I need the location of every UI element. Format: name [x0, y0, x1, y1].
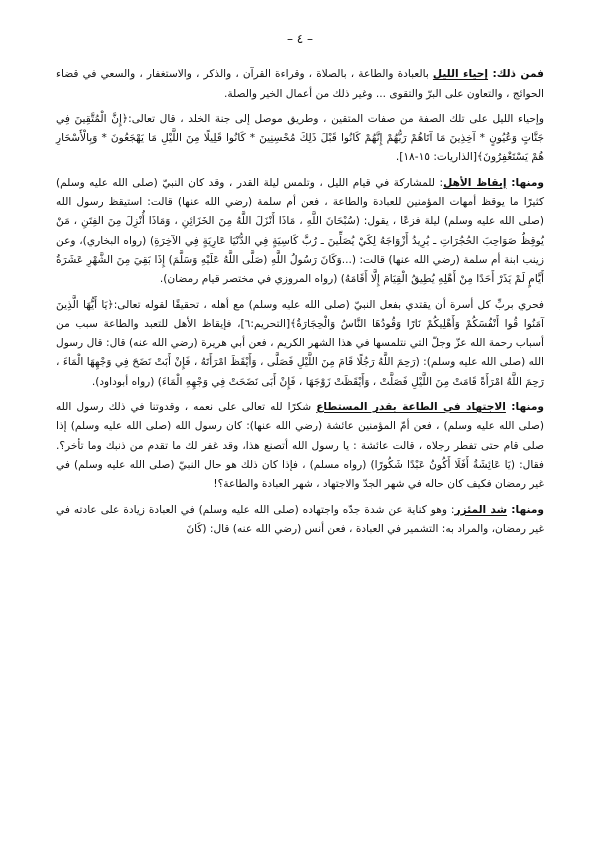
paragraph-separator: : — [507, 503, 516, 516]
paragraph-text: بالعبادة والطاعة ، بالصلاة ، وقراءة القرآن ، والذكر ، والاستغفار ، والسعي في قضاء الحوائج ، والتعاون على البرّ والتقوى ... وغير ذلك من أعمال الخير والصلة. — [56, 68, 544, 100]
section-heading: إحياء الليل — [432, 68, 489, 81]
paragraph-family-head — [56, 296, 544, 392]
paragraph-waist-wrapper — [56, 501, 544, 540]
paragraph-striving — [56, 398, 544, 494]
section-heading: شد المئزر — [454, 503, 508, 516]
document-page — [56, 30, 544, 539]
paragraph-night-verses — [56, 110, 544, 168]
paragraph-lead: فمن ذلك — [496, 68, 544, 81]
paragraph-waking-family — [56, 174, 544, 290]
paragraph-text: وإحياء الليل على تلك الصفة من صفات المتقين ، وطريق موصل إلى جنة الخلد ، قال تعالى:﴿إِنَّ الْمُتَّقِينَ فِي جَنَّاتٍ وَعُيُونٍ * آخِذِينَ مَا آتَاهُمْ رَبُّهُمْ إِنَّهُمْ كَانُوا قَبْلَ ذَلِكَ مُحْسِنِينَ * كَانُوا قَلِيلًا مِنَ اللَّيْلِ مَا يَهْجَعُونَ * وَبِالْأَسْحَارِ هُمْ يَسْتَغْفِرُونَ﴾[الذاريات: ١٥-١٨]. — [56, 112, 544, 164]
paragraph-text: : وهو كناية عن شدة جدّه واجتهاده (صلى الله عليه وسلم) في العبادة زيادة على عادته في غير رمضان، والمراد به: التشمير في العبادة ، فعن أنس (رضي الله عنه) قال: (كَانَ — [56, 503, 544, 535]
paragraph-night-prayer — [56, 65, 544, 104]
paragraph-separator: : — [488, 68, 497, 81]
paragraph-separator: : — [505, 401, 516, 414]
paragraph-separator: : — [506, 176, 516, 189]
paragraph-lead: ومنها — [515, 176, 544, 189]
paragraph-text: : للمشاركة في قيام الليل ، وتلمس ليلة القدر ، وقد كان النبيّ (صلى الله عليه وسلم) كثيرًا ما يوقظ أمهات المؤمنين للعبادة والطاعة ، فعن أم سلمة (رضي الله عنها) قالت: استيقظ رسول الله (صلى الله عليه وسلم) ليلة فزعًا ، يقول: (سُبْحَانَ اللَّهِ ، مَاذَا أَنْزَلَ اللَّهُ مِنَ الخَزَائِنِ ، وَمَاذَا أُنْزِلَ مِنَ الفِتَنِ ، مَنْ يُوقِظُ صَوَاحِبَ الحُجُرَاتِ ـ يُرِيدُ أَزْوَاجَهُ لِكَيْ يُصَلِّينَ ـ رُبَّ كَاسِيَةٍ فِي الدُّنْيَا عَارِيَةٍ فِي الآخِرَةِ) (رواه البخاري)، وعن زينب ابنة أم سلمة (رضي الله عنها) قالت: (...وَكَانَ رَسُولُ اللَّهِ (صَلَّى اللَّهُ عَلَيْهِ وَسَلَّمَ) إِذَا بَقِيَ مِنَ الشَّهْرِ عَشَرَةُ أَيَّامٍ لَمْ يَذَرْ أَحَدًا مِنْ أَهْلِهِ يُطِيقُ الْقِيَامَ إِلَّا أَقَامَهُ) (رواه المروزي في مختصر قيام رمضان). — [56, 176, 544, 286]
paragraph-text: شكرًا لله تعالى على نعمه ، وقدوتنا في ذلك رسول الله (صلى الله عليه وسلم) ، فعن أمّ المؤمنين عائشة (رضي الله عنها): كان رسول الله (صلى الله عليه وسلم) إذا صلى قام حتى تفطر رجلاه ، قالت عائشة : يا رسول الله أتصنع هذا، وقد غفر لك ما تقدم من ذنبك وما تأخر؟. فقال: (يَا عَائِشَةُ أَفَلَا أَكُونُ عَبْدًا شَكُورًا) (رواه مسلم) ، فإذا كان ذلك هو حال النبيّ (صلى الله عليه وسلم) في غير رمضان فكيف كان حاله في شهر الجدّ والاجتهاد ، شهر العبادة والطاعة؟! — [56, 401, 544, 491]
page-number: – ٤ – — [286, 32, 314, 46]
paragraph-text: فحري بربِّ كل أسرة أن يقتدي بفعل النبيّ (صلى الله عليه وسلم) مع أهله ، تحقيقًا لقوله تعالى:﴿يَا أَيُّهَا الَّذِينَ آمَنُوا قُوا أَنْفُسَكُمْ وَأَهْلِيكُمْ نَارًا وَقُودُهَا النَّاسُ وَالْحِجَارَةُ﴾[التحريم:٦]، فإيقاظ الأهل للتعبد والطاعة سبب من أسباب رحمة الله عزّ وجلّ التي نتلمسها في هذا الشهر الكريم ، فعن أبي هريرة (رضي الله عنه) قال: قال رسول الله (صلى الله عليه وسلم): (رَحِمَ اللَّهُ رَجُلًا قَامَ مِنَ اللَّيْلِ فَصَلَّى ، وَأَيْقَظَ امْرَأَتَهُ ، فَإِنْ أَبَتْ نَضَحَ فِي وَجْهِهَا الْمَاءَ ، رَحِمَ اللَّهُ امْرَأَةً قَامَتْ مِنَ اللَّيْلِ فَصَلَّتْ ، وَأَيْقَظَتْ زَوْجَهَا ، فَإِنْ أَبَى نَضَحَتْ فِي وَجْهِهِ الْمَاءَ) (رواه أبوداود). — [56, 298, 544, 388]
section-heading: إيقاظ الأهل — [443, 176, 507, 189]
section-heading: الاجتهاد في الطاعة بقدر المستطاع — [316, 401, 506, 414]
paragraph-lead: ومنها — [515, 503, 544, 516]
paragraph-lead: ومنها — [515, 401, 544, 414]
